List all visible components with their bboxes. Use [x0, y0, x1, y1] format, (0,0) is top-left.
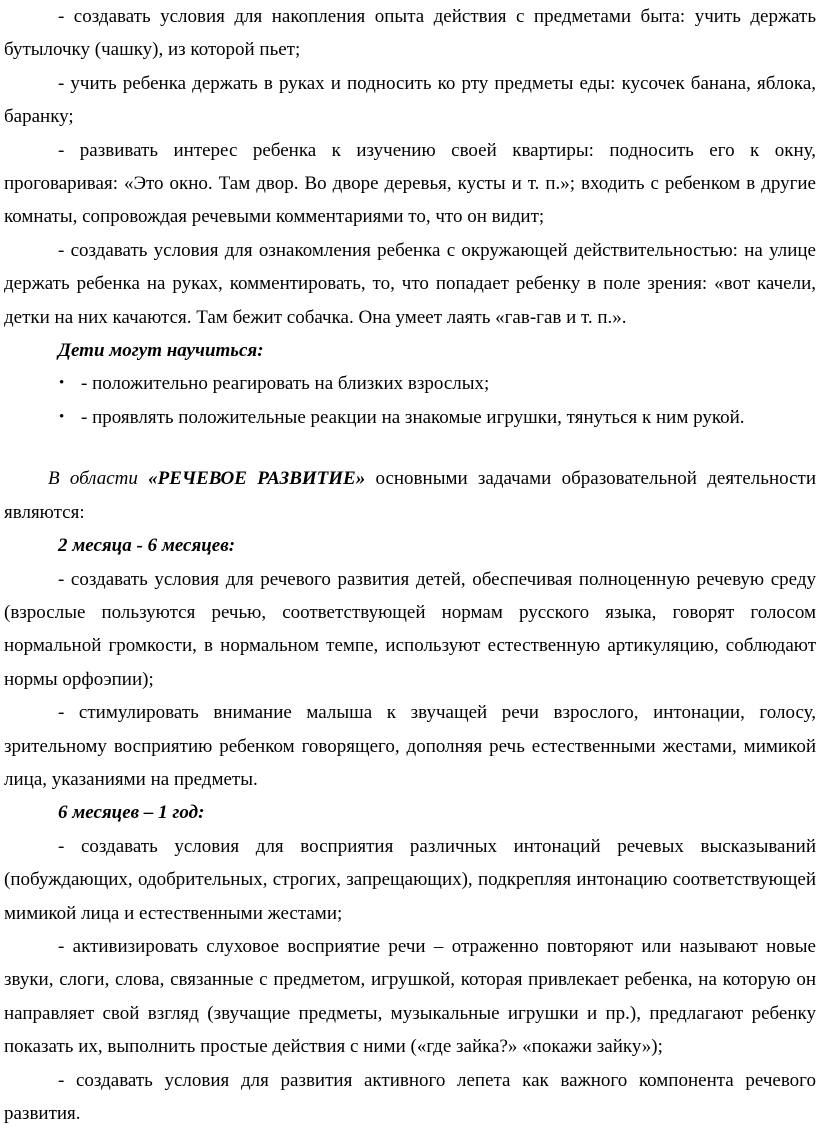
bullet-icon: • — [59, 375, 65, 392]
section-intro-lead: В области — [48, 468, 149, 490]
outcomes-list — [4, 367, 816, 434]
paragraph: - создавать условия для ознакомления ребенка с окружающей действительностью: на улице держать ребенка на руках, комментировать, то, что попадает ребенку в поле зрения: «вот качели, детки на них качаются. Там бежит собачка. Она умеет лаять «гав-гав и т. п.». — [4, 239, 816, 328]
section-intro-rest: основными задачами образовательной деятельности являются: — [4, 468, 816, 523]
list-item-text: - положительно реагировать на близких взрослых; — [81, 373, 490, 395]
paragraph: - развивать интерес ребенка к изучению своей квартиры: подносить его к окну, проговаривая: «Это окно. Там двор. Во дворе деревья, кусты и т. п.»; входить с ребенком в другие комнаты, сопровождая речевыми комментариями то, что он видит; — [4, 139, 816, 228]
paragraph: - создавать условия для развития активного лепета как важного компонента речевого развития. — [4, 1069, 816, 1124]
age-heading: 2 месяца - 6 месяцев: — [58, 535, 236, 557]
spacer — [4, 434, 816, 462]
list-item — [4, 401, 816, 434]
list-item — [4, 367, 816, 400]
paragraph: - создавать условия для восприятия различных интонаций речевых высказываний (побуждающих, одобрительных, строгих, запрещающих), подкрепляя интонацию соответствующей мимикой лица и естественными жестами; — [4, 835, 816, 924]
can-learn-heading: Дети могут научиться: — [58, 340, 264, 362]
paragraph: - учить ребенка держать в руках и подносить ко рту предметы еды: кусочек банана, яблока, баранку; — [4, 72, 816, 128]
paragraph: - создавать условия для речевого развития детей, обеспечивая полноценную речевую среду (взрослые пользуются речью, соответствующей нормам русского языка, говорят голосом нормальной громкости, в нормальном темпе, используют естественную артикуляцию, соблюдают нормы орфоэпии); — [4, 568, 816, 690]
paragraph: - активизировать слуховое восприятие речи – отраженно повторяют или называют новые звуки, слоги, слова, связанные с предметом, игрушкой, которая привлекает ребенка, на которую он направляет свой взгляд (звучащие предметы, музыкальные игрушки и пр.), предлагают ребенку показать их, выполнить простые действия с ними («где зайка?» «покажи зайку»); — [4, 935, 816, 1058]
list-item-text: - проявлять положительные реакции на знакомые игрушки, тянуться к ним рукой. — [81, 406, 745, 428]
section-intro — [4, 462, 816, 529]
age-heading: 6 месяцев – 1 год: — [58, 802, 205, 824]
paragraph: - стимулировать внимание малыша к звучащей речи взрослого, интонации, голосу, зрительному восприятию ребенком говорящего, дополняя речь естественными жестами, мимикой лица, указаниями на предметы. — [4, 702, 816, 790]
section-area-title: «РЕЧЕВОЕ РАЗВИТИЕ» — [148, 468, 366, 490]
paragraph: - создавать условия для накопления опыта действия с предметами быта: учить держать бутылочку (чашку), из которой пьет; — [4, 6, 816, 61]
bullet-icon: • — [59, 408, 65, 425]
